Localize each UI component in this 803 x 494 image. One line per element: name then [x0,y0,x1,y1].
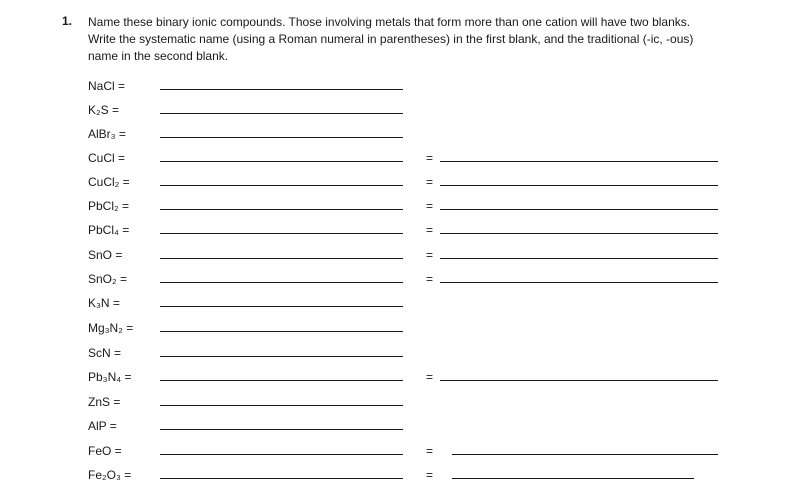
traditional-name-blank[interactable] [440,209,718,210]
instructions [88,14,748,65]
compound-formula: ZnS = [88,395,121,409]
compound-row [0,102,803,126]
compound-row [0,174,803,198]
systematic-name-blank[interactable] [160,233,403,234]
instructions-line-3: name in the second blank. [88,49,229,63]
compound-row [0,467,803,491]
compound-row [0,394,803,418]
compound-row [0,345,803,369]
compound-row [0,150,803,174]
traditional-name-blank[interactable] [440,282,718,283]
traditional-name-blank[interactable] [452,454,718,455]
equals-sign: = [426,175,434,189]
systematic-name-blank[interactable] [160,405,403,406]
compound-formula: K₃N = [88,296,120,310]
compound-row [0,443,803,467]
systematic-name-blank[interactable] [160,429,403,430]
equals-sign: = [426,223,434,237]
compound-row [0,222,803,246]
compound-formula: K₂S = [88,103,120,117]
equals-sign: = [426,248,434,262]
systematic-name-blank[interactable] [160,258,403,259]
equals-sign: = [426,370,434,384]
compound-formula: CuCl = [88,151,126,165]
systematic-name-blank[interactable] [160,454,403,455]
systematic-name-blank[interactable] [160,356,403,357]
equals-sign: = [426,151,434,165]
systematic-name-blank[interactable] [160,380,403,381]
systematic-name-blank[interactable] [160,137,403,138]
traditional-name-blank[interactable] [440,185,718,186]
traditional-name-blank[interactable] [440,258,718,259]
compound-row [0,369,803,393]
compound-formula: ScN = [88,346,122,360]
equals-sign: = [426,199,434,213]
equals-sign: = [426,468,434,482]
systematic-name-blank[interactable] [160,113,403,114]
compound-formula: AlP = [88,419,117,433]
instructions-line-1: Name these binary ionic compounds. Those involving metals that form more than one cation will have two blanks. [88,15,691,29]
instructions-line-2: Write the systematic name (using a Roman numeral in parentheses) in the first blank, and the traditional (-ic, -ous) [88,32,694,46]
traditional-name-blank[interactable] [440,233,718,234]
systematic-name-blank[interactable] [160,161,403,162]
systematic-name-blank[interactable] [160,185,403,186]
compound-row [0,418,803,442]
compound-formula: Pb₃N₄ = [88,370,132,384]
compound-formula: SnO = [88,248,123,262]
traditional-name-blank[interactable] [440,161,718,162]
compound-formula: AlBr₃ = [88,127,126,141]
compound-formula: SnO₂ = [88,272,128,286]
compound-formula: CuCl₂ = [88,175,130,189]
systematic-name-blank[interactable] [160,282,403,283]
systematic-name-blank[interactable] [160,331,403,332]
systematic-name-blank[interactable] [160,478,403,479]
compound-formula: NaCl = [88,79,126,93]
compound-row [0,247,803,271]
systematic-name-blank[interactable] [160,89,403,90]
compound-row [0,78,803,102]
compound-formula: Mg₃N₂ = [88,321,134,335]
compound-row [0,295,803,319]
compound-row [0,320,803,344]
systematic-name-blank[interactable] [160,306,403,307]
compound-formula: FeO = [88,444,122,458]
compound-row [0,126,803,150]
compound-formula: PbCl₂ = [88,199,130,213]
equals-sign: = [426,272,434,286]
traditional-name-blank[interactable] [440,380,718,381]
question-number: 1. [62,14,73,28]
traditional-name-blank[interactable] [452,478,694,479]
systematic-name-blank[interactable] [160,209,403,210]
compound-formula: Fe₂O₃ = [88,468,132,482]
compound-row [0,198,803,222]
equals-sign: = [426,444,434,458]
compound-formula: PbCl₄ = [88,223,130,237]
compound-row [0,271,803,295]
